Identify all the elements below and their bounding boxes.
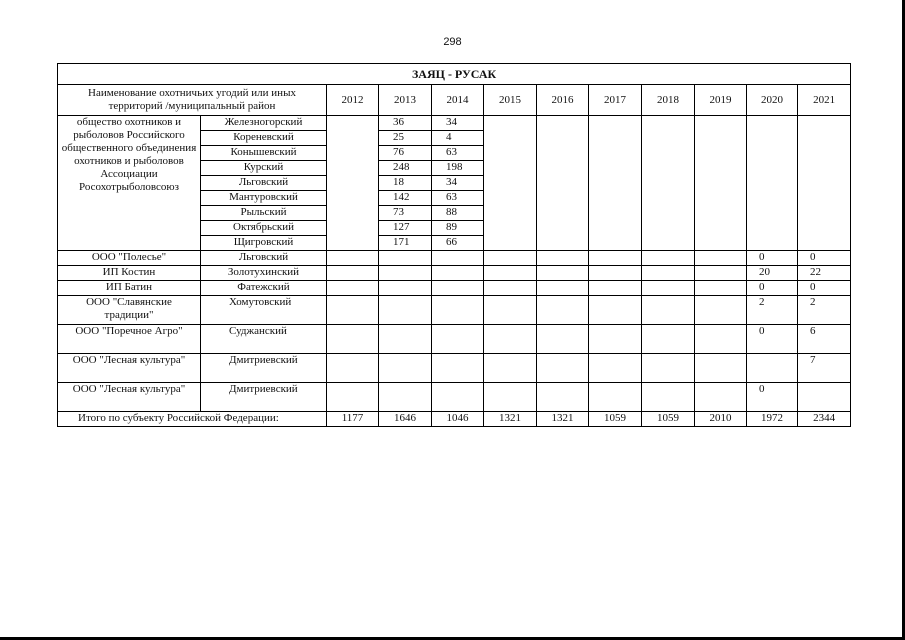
table-row (58, 296, 851, 325)
value-cell (589, 296, 642, 325)
value-cell (589, 251, 642, 266)
value-cell (484, 354, 537, 383)
value-cell: 76 (379, 146, 432, 161)
table-row (58, 251, 851, 266)
value-cell (432, 383, 484, 412)
value-cell (484, 116, 537, 251)
value-cell (432, 251, 484, 266)
value-cell (379, 325, 432, 354)
district-cell: Золотухинский (201, 266, 327, 281)
value-cell (642, 281, 695, 296)
value-cell (695, 354, 747, 383)
table-row (58, 383, 851, 412)
district-cell: Суджанский (201, 325, 327, 354)
value-cell (484, 325, 537, 354)
value-cell: 63 (432, 191, 484, 206)
value-cell (432, 266, 484, 281)
total-row (58, 412, 851, 427)
value-cell: 34 (432, 116, 484, 131)
value-cell (798, 383, 851, 412)
district-cell: Льговский (201, 251, 327, 266)
year-header: 2015 (484, 85, 537, 116)
organization-cell: ООО "Поречное Агро" (58, 325, 201, 354)
value-cell (379, 383, 432, 412)
value-cell (695, 251, 747, 266)
value-cell (327, 281, 379, 296)
year-header: 2021 (798, 85, 851, 116)
district-cell: Льговский (201, 176, 327, 191)
hare-census-table (57, 63, 851, 427)
district-cell: Щигровский (201, 236, 327, 251)
value-cell: 0 (798, 251, 851, 266)
value-cell (642, 251, 695, 266)
value-cell (379, 281, 432, 296)
total-label: Итого по субъекту Российской Федерации: (58, 412, 327, 427)
value-cell: 36 (379, 116, 432, 131)
value-cell (642, 325, 695, 354)
year-header: 2019 (695, 85, 747, 116)
organization-cell: ООО "Лесная культура" (58, 383, 201, 412)
value-cell (642, 296, 695, 325)
total-value-cell: 1059 (642, 412, 695, 427)
district-cell: Кореневский (201, 131, 327, 146)
district-cell: Дмитриевский (201, 383, 327, 412)
total-value-cell: 1177 (327, 412, 379, 427)
value-cell (379, 266, 432, 281)
value-cell: 20 (747, 266, 798, 281)
group-organization-name: общество охотников и рыболовов Российского общественного объединения охотников и рыболовов Ассоциации Росохотрыболовсоюз (58, 116, 201, 251)
value-cell: 2 (747, 296, 798, 325)
value-cell: 248 (379, 161, 432, 176)
total-value-cell: 1046 (432, 412, 484, 427)
district-cell: Октябрьский (201, 221, 327, 236)
value-cell: 0 (798, 281, 851, 296)
value-cell (537, 116, 589, 251)
value-cell: 63 (432, 146, 484, 161)
value-cell (537, 354, 589, 383)
value-cell: 88 (432, 206, 484, 221)
value-cell: 142 (379, 191, 432, 206)
value-cell (484, 281, 537, 296)
value-cell (327, 354, 379, 383)
district-cell: Курский (201, 161, 327, 176)
organization-cell: ООО "Лесная культура" (58, 354, 201, 383)
value-cell (589, 281, 642, 296)
total-value-cell: 1972 (747, 412, 798, 427)
value-cell (379, 251, 432, 266)
value-cell (695, 281, 747, 296)
total-value-cell: 2344 (798, 412, 851, 427)
value-cell: 89 (432, 221, 484, 236)
value-cell (432, 325, 484, 354)
header-label: Наименование охотничьих угодий или иных территорий /муниципальный район (58, 85, 327, 116)
value-cell (379, 296, 432, 325)
value-cell: 0 (747, 251, 798, 266)
organization-cell: ООО "Полесье" (58, 251, 201, 266)
value-cell: 198 (432, 161, 484, 176)
value-cell (484, 383, 537, 412)
value-cell (327, 116, 379, 251)
value-cell (695, 296, 747, 325)
year-header: 2017 (589, 85, 642, 116)
value-cell (432, 281, 484, 296)
value-cell (484, 296, 537, 325)
value-cell: 2 (798, 296, 851, 325)
value-cell (537, 383, 589, 412)
year-header: 2018 (642, 85, 695, 116)
value-cell (642, 354, 695, 383)
year-header: 2020 (747, 85, 798, 116)
value-cell: 4 (432, 131, 484, 146)
value-cell (379, 354, 432, 383)
value-cell (537, 281, 589, 296)
organization-cell: ИП Костин (58, 266, 201, 281)
total-value-cell: 1646 (379, 412, 432, 427)
value-cell: 73 (379, 206, 432, 221)
value-cell (747, 116, 798, 251)
value-cell: 18 (379, 176, 432, 191)
district-cell: Дмитриевский (201, 354, 327, 383)
value-cell: 0 (747, 281, 798, 296)
value-cell (327, 266, 379, 281)
value-cell (432, 354, 484, 383)
value-cell (327, 383, 379, 412)
value-cell (327, 251, 379, 266)
value-cell (327, 296, 379, 325)
total-value-cell: 1059 (589, 412, 642, 427)
total-value-cell: 1321 (484, 412, 537, 427)
value-cell: 7 (798, 354, 851, 383)
value-cell (537, 296, 589, 325)
organization-cell: ООО "Славянские традиции" (58, 296, 201, 325)
value-cell (537, 325, 589, 354)
value-cell (589, 116, 642, 251)
value-cell: 0 (747, 325, 798, 354)
value-cell (432, 296, 484, 325)
district-cell: Хомутовский (201, 296, 327, 325)
year-header: 2016 (537, 85, 589, 116)
value-cell (484, 251, 537, 266)
value-cell (642, 266, 695, 281)
table-row (58, 354, 851, 383)
table-row (58, 281, 851, 296)
value-cell: 0 (747, 383, 798, 412)
value-cell: 25 (379, 131, 432, 146)
district-cell: Конышевский (201, 146, 327, 161)
value-cell: 34 (432, 176, 484, 191)
value-cell (589, 325, 642, 354)
value-cell (798, 116, 851, 251)
year-header: 2013 (379, 85, 432, 116)
table-row (58, 116, 851, 131)
page-number: 298 (443, 36, 462, 48)
value-cell (589, 383, 642, 412)
total-value-cell: 2010 (695, 412, 747, 427)
table-row (58, 325, 851, 354)
table-row (58, 266, 851, 281)
district-cell: Рыльский (201, 206, 327, 221)
table-title: ЗАЯЦ - РУСАК (58, 64, 851, 85)
value-cell (695, 116, 747, 251)
value-cell: 66 (432, 236, 484, 251)
district-cell: Мантуровский (201, 191, 327, 206)
value-cell (484, 266, 537, 281)
value-cell (695, 383, 747, 412)
value-cell (695, 266, 747, 281)
value-cell: 171 (379, 236, 432, 251)
value-cell (589, 354, 642, 383)
value-cell (695, 325, 747, 354)
value-cell (327, 325, 379, 354)
value-cell (537, 251, 589, 266)
total-value-cell: 1321 (537, 412, 589, 427)
value-cell (642, 116, 695, 251)
district-cell: Фатежский (201, 281, 327, 296)
organization-cell: ИП Батин (58, 281, 201, 296)
district-cell: Железногорский (201, 116, 327, 131)
value-cell (589, 266, 642, 281)
year-header: 2012 (327, 85, 379, 116)
value-cell: 127 (379, 221, 432, 236)
year-header: 2014 (432, 85, 484, 116)
value-cell (747, 354, 798, 383)
value-cell (537, 266, 589, 281)
value-cell (642, 383, 695, 412)
value-cell: 22 (798, 266, 851, 281)
value-cell: 6 (798, 325, 851, 354)
